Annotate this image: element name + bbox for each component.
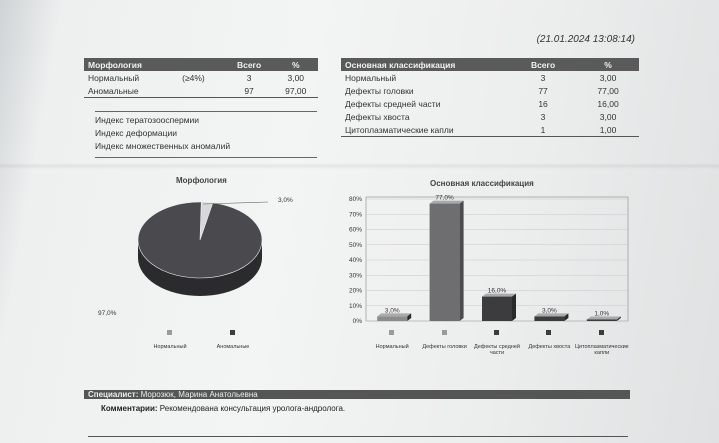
row-total: 77	[538, 85, 548, 96]
row-label: Дефекты головки	[345, 85, 414, 96]
bar-data-label: 3,0%	[541, 307, 557, 315]
row-label: Цитоплазматические капли	[341, 123, 509, 137]
comments-line	[101, 404, 345, 413]
indices-block	[95, 111, 317, 158]
table-header	[341, 58, 639, 71]
pie-chart	[130, 195, 270, 310]
table-row	[84, 84, 318, 98]
row-label: Дефекты хвоста	[345, 111, 410, 122]
row-total: 16	[538, 98, 548, 109]
row-total: 3	[540, 72, 546, 83]
comments-label: Комментарии:	[101, 404, 158, 413]
row-percent: 97,00	[274, 84, 318, 98]
table-row	[84, 71, 318, 84]
row-note	[178, 84, 225, 98]
pie-legend-abnormal: Аномальные	[216, 344, 250, 350]
bar-side	[512, 294, 516, 321]
pie-legend-normal: Нормальный	[153, 344, 187, 350]
report-timestamp: (21.01.2024 13:08:14)	[536, 34, 635, 45]
row-label: Нормальный	[88, 72, 140, 83]
index-teratozoospermia: Индекс тератозооспермии	[95, 115, 200, 125]
specialist-line	[88, 390, 258, 399]
row-percent: 1,00	[577, 123, 639, 137]
bar-data-label: 3,0%	[384, 307, 400, 315]
bar-legend-swatch	[494, 330, 499, 335]
index-multiple-anomalies: Индекс множественных аномалий	[95, 141, 231, 151]
row-label: Нормальный	[345, 72, 397, 83]
pie-label-abnormal: 97,0%	[98, 310, 117, 317]
header-percent: %	[274, 58, 318, 71]
bar-legend-label: Дефекты средней части	[474, 344, 520, 356]
row-note: (≥4%)	[182, 72, 205, 83]
bar	[430, 204, 460, 321]
header-total: Всего	[225, 58, 274, 71]
table-row	[341, 84, 639, 97]
header-morphology: Морфология	[84, 58, 178, 71]
bar	[534, 316, 564, 321]
y-tick-label: 20%	[348, 287, 362, 295]
pie-label-normal: 3,0%	[278, 197, 293, 204]
bar-data-label: 77,0%	[435, 194, 454, 202]
header-classification: Основная классификация	[341, 58, 509, 71]
bar-legend-label: Дефекты головки	[422, 344, 467, 350]
header-blank	[178, 58, 225, 71]
bar	[587, 319, 617, 321]
specialist-name: Морозюк, Марина Анатольевна	[140, 390, 258, 399]
bar-legend-swatch	[389, 330, 394, 335]
bar	[482, 297, 512, 321]
bar-legend-swatch	[546, 330, 551, 335]
row-total: 1	[509, 123, 577, 137]
morphology-table	[84, 58, 318, 98]
bar-data-label: 16,0%	[487, 287, 507, 295]
y-tick-label: 10%	[348, 302, 362, 310]
specialist-label: Специалист:	[88, 390, 139, 399]
legend-swatch-normal	[167, 330, 172, 335]
y-tick-label: 0%	[352, 318, 362, 325]
pie-slice-abnormal	[138, 202, 262, 278]
y-tick-label: 80%	[348, 196, 362, 203]
paper-fold	[0, 163, 719, 169]
pie-chart-title: Морфология	[176, 176, 227, 185]
row-percent: 77,00	[597, 85, 619, 96]
row-percent: 3,00	[287, 72, 305, 83]
bar-legend-label: Цитоплазматические капли	[574, 344, 629, 356]
y-tick-label: 40%	[348, 257, 362, 264]
table-row	[341, 71, 639, 84]
row-percent: 16,00	[597, 98, 619, 109]
y-tick-label: 30%	[348, 272, 362, 280]
bar-chart	[338, 190, 638, 330]
bar-legend-swatch	[442, 330, 447, 335]
y-tick-label: 60%	[348, 226, 362, 234]
row-total: 97	[225, 84, 274, 98]
bar-legend-label: Нормальный	[375, 344, 409, 350]
index-deformation: Индекс деформации	[95, 128, 177, 138]
table-header	[84, 58, 318, 71]
y-tick-label: 70%	[348, 211, 362, 219]
comments-text: Рекомендована консультация уролога-андролога.	[159, 404, 346, 413]
y-tick-label: 50%	[348, 241, 362, 249]
row-total: 3	[540, 111, 546, 122]
bar-side	[460, 201, 464, 321]
row-percent: 3,00	[599, 72, 617, 83]
bar-legend-label: Дефекты хвоста	[528, 344, 571, 350]
bar	[377, 316, 407, 321]
row-label: Аномальные	[84, 84, 178, 98]
classification-table	[341, 58, 639, 137]
bar-legend-swatch	[599, 330, 604, 335]
header-percent: %	[577, 58, 639, 71]
row-percent: 3,00	[599, 111, 617, 122]
row-label: Дефекты средней части	[345, 98, 441, 109]
table-row	[341, 110, 639, 123]
header-total: Всего	[509, 58, 577, 71]
legend-swatch-abnormal	[230, 330, 235, 335]
table-row	[341, 97, 639, 110]
bar-chart-title: Основная классификация	[430, 179, 534, 188]
signature-line	[88, 436, 628, 437]
bar-data-label: 1,0%	[594, 310, 610, 318]
row-total: 3	[246, 72, 252, 83]
table-row	[341, 123, 639, 137]
